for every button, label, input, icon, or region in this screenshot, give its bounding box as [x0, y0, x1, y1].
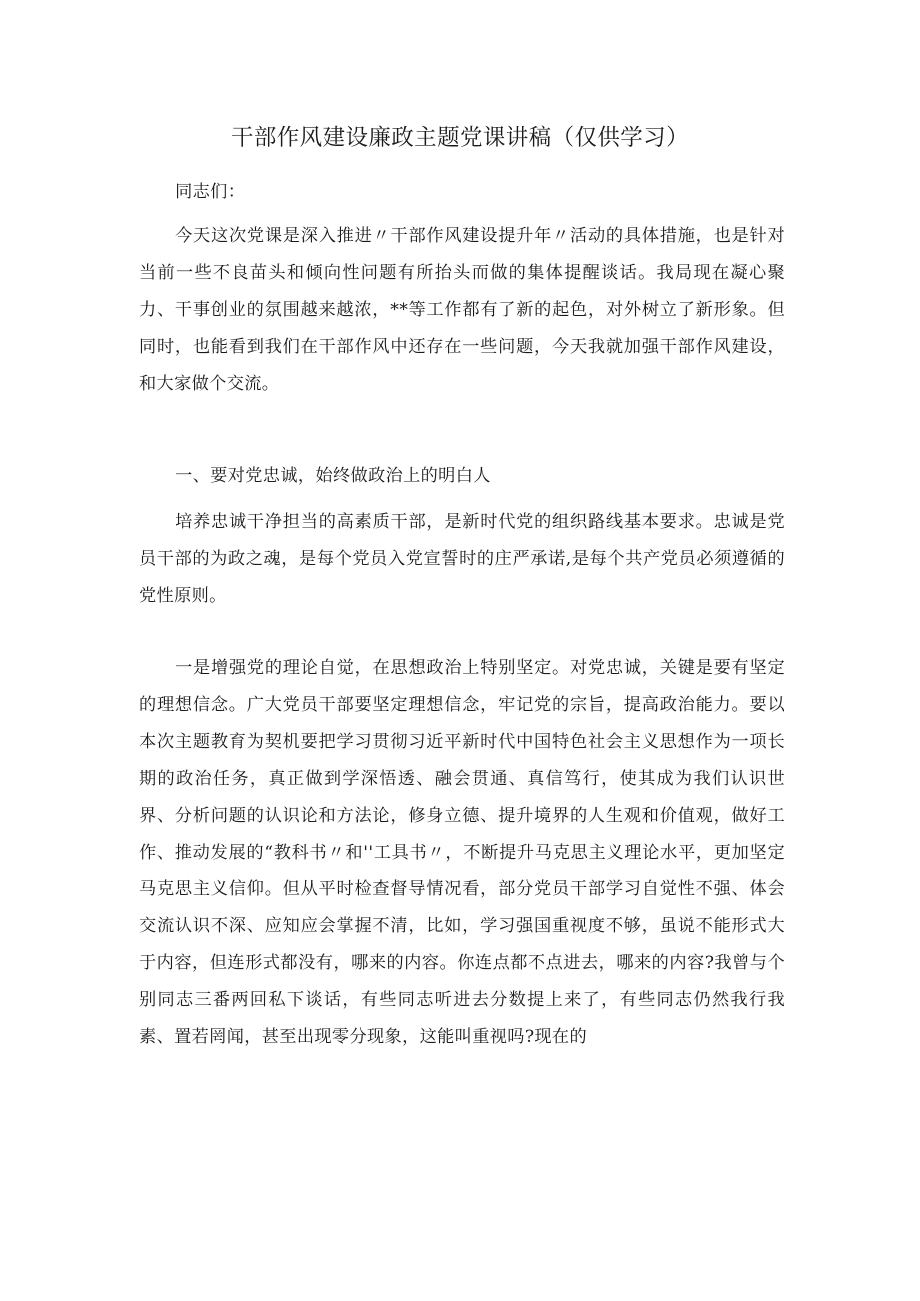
body-paragraph-intro: 今天这次党课是深入推进〃干部作风建设提升年〃活动的具体措施，也是针对当前一些不良苗头和倾向性问题有所抬头而做的集体提醒谈话。我局现在凝心聚力、干事创业的氛围越来越浓，**等工作都有了新的起色，对外树立了新形象。但同时，也能看到我们在干部作风中还存在一些问题，今天我就加强干部作风建设，和大家做个交流。	[139, 226, 785, 394]
body-paragraph-theory: 一是增强党的理论自觉，在思想政治上特别坚定。对党忠诚，关键是要有坚定的理想信念。广大党员干部要坚定理想信念，牢记党的宗旨，提高政治能力。要以本次主题教育为契机要把学习贯彻习近平新时代中国特色社会主义思想作为一项长期的政治任务，真正做到学深悟透、融会贯通、真信笃行，使其成为我们认识世界、分析问题的认识论和方法论，修身立德、提升境界的人生观和价值观，做好工作、推动发展的“教科书〃和''工具书〃，不断提升马克思主义理论水平，更加坚定马克思主义信仰。但从平时检查督导情况看，部分党员干部学习自觉性不强、体会交流认识不深、应知应会掌握不清，比如，学习强国重视度不够，虽说不能形式大于内容，但连形式都没有，哪来的内容。你连点都不点进去，哪来的内容?我曾与个别同志三番两回私下谈话，有些同志听进去分数提上来了，有些同志仍然我行我素、置若罔闻，甚至出现零分现象，这能叫重视吗?现在的	[139, 658, 785, 1048]
body-paragraph-loyalty: 培养忠诚干净担当的高素质干部，是新时代党的组织路线基本要求。忠诚是党员干部的为政之魂，是每个党员入党宣誓时的庄严承诺,是每个共产党员必须遵循的党性原则。	[139, 512, 785, 606]
document-title: 干部作风建设廉政主题党课讲稿（仅供学习）	[230, 125, 689, 151]
section-heading-1: 一、要对党忠诚，始终做政治上的明白人	[175, 466, 491, 486]
greeting-paragraph: 同志们：	[175, 182, 246, 202]
